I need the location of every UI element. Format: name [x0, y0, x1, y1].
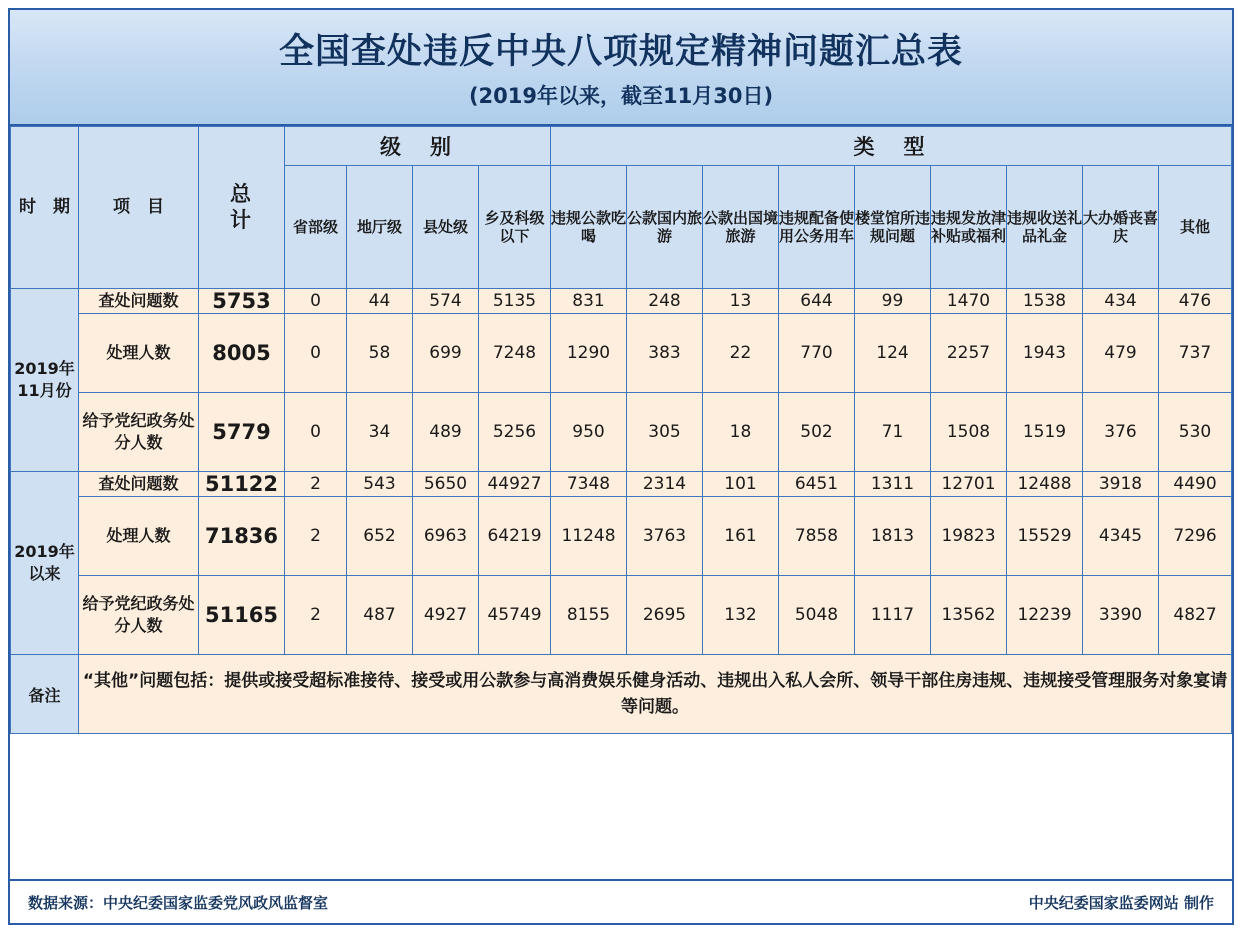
cell-value: 3918 [1083, 472, 1159, 497]
cell-value: 6451 [779, 472, 855, 497]
footer-source: 数据来源：中央纪委国家监委党风政风监督室 [28, 893, 329, 912]
cell-value: 950 [551, 393, 627, 472]
footer-bar [10, 879, 1232, 923]
cell-value: 101 [703, 472, 779, 497]
item-label: 查处问题数 [79, 289, 199, 314]
cell-value: 4490 [1159, 472, 1232, 497]
cell-value: 2314 [627, 472, 703, 497]
cell-value: 487 [347, 576, 413, 655]
cell-value: 7858 [779, 497, 855, 576]
cell-value: 305 [627, 393, 703, 472]
table-row [11, 314, 1232, 393]
page-subtitle: (2019年以来，截至11月30日) [468, 84, 774, 108]
cell-value: 71 [855, 393, 931, 472]
cell-value: 5650 [413, 472, 479, 497]
cell-value: 831 [551, 289, 627, 314]
total-value: 51165 [199, 576, 285, 655]
cell-value: 6963 [413, 497, 479, 576]
cell-value: 7348 [551, 472, 627, 497]
table-row [11, 576, 1232, 655]
table-container [10, 126, 1232, 879]
item-label: 给予党纪政务处分人数 [79, 393, 199, 472]
table-row [11, 393, 1232, 472]
cell-value: 4827 [1159, 576, 1232, 655]
cell-value: 434 [1083, 289, 1159, 314]
cell-value: 8155 [551, 576, 627, 655]
cell-value: 132 [703, 576, 779, 655]
cell-value: 699 [413, 314, 479, 393]
cell-value: 0 [285, 289, 347, 314]
cell-value: 3763 [627, 497, 703, 576]
title-band [10, 10, 1232, 126]
header-type-jinbutie-fuli: 违规发放津补贴或福利 [931, 166, 1007, 289]
cell-value: 124 [855, 314, 931, 393]
header-type-qita: 其他 [1159, 166, 1232, 289]
header-type-loutangguansuo: 楼堂馆所违规问题 [855, 166, 931, 289]
cell-value: 0 [285, 314, 347, 393]
cell-value: 11248 [551, 497, 627, 576]
total-value: 51122 [199, 472, 285, 497]
cell-value: 12701 [931, 472, 1007, 497]
cell-value: 376 [1083, 393, 1159, 472]
cell-value: 530 [1159, 393, 1232, 472]
cell-value: 3390 [1083, 576, 1159, 655]
item-label: 给予党纪政务处分人数 [79, 576, 199, 655]
item-label: 处理人数 [79, 314, 199, 393]
cell-value: 44 [347, 289, 413, 314]
item-label: 处理人数 [79, 497, 199, 576]
cell-value: 2 [285, 576, 347, 655]
cell-value: 45749 [479, 576, 551, 655]
cell-value: 18 [703, 393, 779, 472]
cell-value: 161 [703, 497, 779, 576]
header-type-chuguo-lvyou: 公款出国境旅游 [703, 166, 779, 289]
cell-value: 644 [779, 289, 855, 314]
note-text: “其他”问题包括：提供或接受超标准接待、接受或用公款参与高消费娱乐健身活动、违规出入私人会所、领导干部住房违规、违规接受管理服务对象宴请等问题。 [79, 655, 1232, 734]
cell-value: 4345 [1083, 497, 1159, 576]
cell-value: 12239 [1007, 576, 1083, 655]
cell-value: 22 [703, 314, 779, 393]
cell-value: 1943 [1007, 314, 1083, 393]
report-frame [8, 8, 1234, 925]
cell-value: 64219 [479, 497, 551, 576]
cell-value: 34 [347, 393, 413, 472]
cell-value: 2 [285, 472, 347, 497]
cell-value: 7296 [1159, 497, 1232, 576]
cell-value: 574 [413, 289, 479, 314]
cell-value: 13 [703, 289, 779, 314]
cell-value: 383 [627, 314, 703, 393]
cell-value: 4927 [413, 576, 479, 655]
cell-value: 15529 [1007, 497, 1083, 576]
cell-value: 1519 [1007, 393, 1083, 472]
cell-value: 652 [347, 497, 413, 576]
cell-value: 13562 [931, 576, 1007, 655]
header-total-line2: 计 [230, 207, 253, 232]
header-type-guonei-lvyou: 公款国内旅游 [627, 166, 703, 289]
header-total-line1: 总 [230, 182, 253, 207]
cell-value: 737 [1159, 314, 1232, 393]
cell-value: 489 [413, 393, 479, 472]
cell-value: 1813 [855, 497, 931, 576]
header-level-xiang-ke: 乡及科级以下 [479, 166, 551, 289]
footer-credit: 中央纪委国家监委网站 制作 [1028, 893, 1214, 912]
cell-value: 2257 [931, 314, 1007, 393]
header-group-type: 类 型 [551, 127, 1232, 166]
note-label: 备注 [11, 655, 79, 734]
cell-value: 770 [779, 314, 855, 393]
item-label: 查处问题数 [79, 472, 199, 497]
cell-value: 1117 [855, 576, 931, 655]
page-title: 全国查处违反中央八项规定精神问题汇总表 [278, 32, 963, 72]
cell-value: 5256 [479, 393, 551, 472]
note-row [11, 655, 1232, 734]
period-label-since: 2019年以来 [11, 472, 79, 655]
cell-value: 2 [285, 497, 347, 576]
table-header-row-groups [11, 127, 1232, 166]
header-type-hunsang-xiqing: 大办婚丧喜庆 [1083, 166, 1159, 289]
total-value: 5779 [199, 393, 285, 472]
cell-value: 1508 [931, 393, 1007, 472]
total-value: 5753 [199, 289, 285, 314]
cell-value: 476 [1159, 289, 1232, 314]
cell-value: 1290 [551, 314, 627, 393]
header-type-gongkuan-chihe: 违规公款吃喝 [551, 166, 627, 289]
cell-value: 12488 [1007, 472, 1083, 497]
cell-value: 0 [285, 393, 347, 472]
header-period: 时 期 [11, 127, 79, 289]
cell-value: 248 [627, 289, 703, 314]
cell-value: 543 [347, 472, 413, 497]
total-value: 71836 [199, 497, 285, 576]
cell-value: 1311 [855, 472, 931, 497]
header-type-lipin-lijin: 违规收送礼品礼金 [1007, 166, 1083, 289]
cell-value: 5048 [779, 576, 855, 655]
cell-value: 99 [855, 289, 931, 314]
cell-value: 58 [347, 314, 413, 393]
table-row [11, 497, 1232, 576]
total-value: 8005 [199, 314, 285, 393]
header-item: 项 目 [79, 127, 199, 289]
cell-value: 479 [1083, 314, 1159, 393]
cell-value: 1538 [1007, 289, 1083, 314]
header-level-xian-chu: 县处级 [413, 166, 479, 289]
header-type-gongwuyongche: 违规配备使用公务用车 [779, 166, 855, 289]
header-level-sheng-bu: 省部级 [285, 166, 347, 289]
cell-value: 7248 [479, 314, 551, 393]
summary-table [10, 126, 1232, 734]
cell-value: 502 [779, 393, 855, 472]
header-total [199, 127, 285, 289]
table-row [11, 472, 1232, 497]
table-row [11, 289, 1232, 314]
cell-value: 1470 [931, 289, 1007, 314]
period-label-nov: 2019年11月份 [11, 289, 79, 472]
cell-value: 2695 [627, 576, 703, 655]
cell-value: 5135 [479, 289, 551, 314]
cell-value: 19823 [931, 497, 1007, 576]
cell-value: 44927 [479, 472, 551, 497]
header-group-level: 级 别 [285, 127, 551, 166]
header-level-di-ting: 地厅级 [347, 166, 413, 289]
